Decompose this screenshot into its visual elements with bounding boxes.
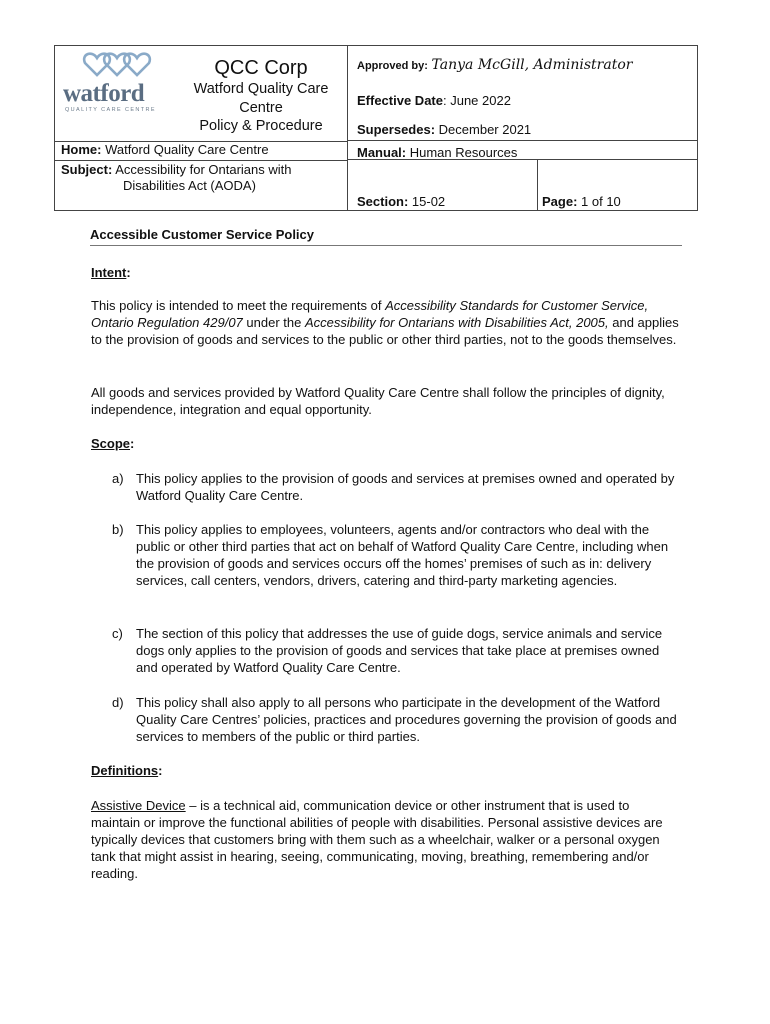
effective-date-value: : June 2022: [442, 93, 511, 108]
header-divider-page: [537, 159, 538, 210]
logo-tagline: QUALITY CARE CENTRE: [65, 107, 156, 113]
logo-wordmark: watford: [63, 80, 145, 107]
scope-item-text: This policy applies to employees, volunteers, agents and/or contractors who deal with the public or other third parties that act on behalf of Watford Quality Care Centre, including when the provision of goods and services occurs off the homes’ premises of such as in: delivery services, call centers, vendors, drivers, catering and third-party marketing agencies.: [136, 522, 669, 588]
approved-by-signature: Tanya McGill, Administrator: [431, 57, 633, 73]
intent-paragraph-1: This policy is intended to meet the requirements of Accessibility Standards for Customer Service, Ontario Regulation 429/07 under the Accessibility for Ontarians with Disabilities Act, 2005, and applies to the provision of goods and services to the public or other third parties, not to the goods themselves.: [91, 298, 679, 347]
section-value: 15-02: [408, 194, 446, 209]
approved-by-field: [357, 57, 697, 74]
scope-item-a: [112, 470, 682, 504]
manual-label: Manual:: [357, 145, 407, 160]
subject-field: [61, 162, 346, 194]
page-field: [542, 194, 692, 210]
header-divider-manual: [347, 140, 697, 141]
scope-heading: Scope:: [91, 436, 135, 451]
scope-item-b: [112, 521, 682, 589]
definitions-heading: Definitions:: [91, 763, 163, 778]
scope-item-d: [112, 694, 682, 745]
home-label: Home:: [61, 142, 102, 157]
effective-date-field: [357, 93, 687, 109]
scope-item-c: [112, 625, 682, 676]
scope-item-marker: c): [112, 626, 123, 641]
page-label: Page:: [542, 194, 578, 209]
corp-subtitle-line-3: Policy & Procedure: [199, 118, 323, 134]
supersedes-value: December 2021: [435, 122, 532, 137]
subject-value-line-2: Disabilities Act (AODA): [123, 178, 256, 193]
policy-header-table: [54, 45, 698, 211]
intent-paragraph-2: All goods and services provided by Watford Quality Care Centre shall follow the principles of dignity, independence, integration and equal opportunity.: [91, 385, 665, 417]
approved-by-label: Approved by:: [357, 60, 428, 72]
subject-value-line-1: Accessibility for Ontarians with: [112, 162, 292, 177]
scope-item-text: This policy shall also apply to all persons who participate in the development of the Watford Quality Care Centres’ policies, practices and procedures governing the provision of goods and services to members of the public or third parties.: [136, 695, 677, 744]
page-value: 1 of 10: [577, 194, 621, 209]
header-divider-vertical: [347, 46, 348, 210]
definition-term: Assistive Device: [91, 798, 186, 813]
hearts-logo-icon: [61, 48, 171, 82]
definition-text: – is a technical aid, communication device or other instrument that is used to maintain or improve the functional abilities of people with disabilities. Personal assistive devices are typically devices that customers bring with them such as a wheelchair, walker or a personal oxygen tank that might assist in hearing, seeing, communicating, moving, breathing, remembering and/or reading.: [91, 798, 663, 881]
home-value: Watford Quality Care Centre: [101, 142, 269, 157]
corp-title: QCC Corp: [214, 57, 308, 79]
effective-date-label: Effective Date: [357, 93, 443, 108]
home-field: [61, 142, 346, 158]
corp-subtitle-line-1: Watford Quality Care: [193, 81, 329, 97]
subject-label: Subject:: [61, 162, 113, 177]
scope-item-text: The section of this policy that addresses the use of guide dogs, service animals and service dogs only applies to the provision of goods and services that take place at premises owned and operated by Watford Quality Care Centre.: [136, 626, 663, 675]
scope-item-marker: d): [112, 695, 124, 710]
section-field: [357, 194, 527, 210]
scope-item-marker: a): [112, 471, 124, 486]
watford-logo: [61, 48, 171, 120]
scope-item-marker: b): [112, 522, 124, 537]
intent-heading: Intent:: [91, 265, 131, 280]
corp-subtitle-line-2: Centre: [239, 99, 283, 116]
section-label: Section:: [357, 194, 409, 209]
manual-value: Human Resources: [406, 145, 518, 160]
corp-subtitle: [177, 80, 345, 136]
supersedes-field: [357, 122, 687, 138]
scope-item-text: This policy applies to the provision of goods and services at premises owned and operated by Watford Quality Care Centre.: [136, 471, 675, 503]
supersedes-label: Supersedes:: [357, 122, 436, 137]
definition-assistive-device: [91, 797, 681, 882]
header-divider-subject: [55, 160, 347, 161]
manual-field: [357, 145, 687, 161]
document-title: Accessible Customer Service Policy: [90, 227, 682, 246]
